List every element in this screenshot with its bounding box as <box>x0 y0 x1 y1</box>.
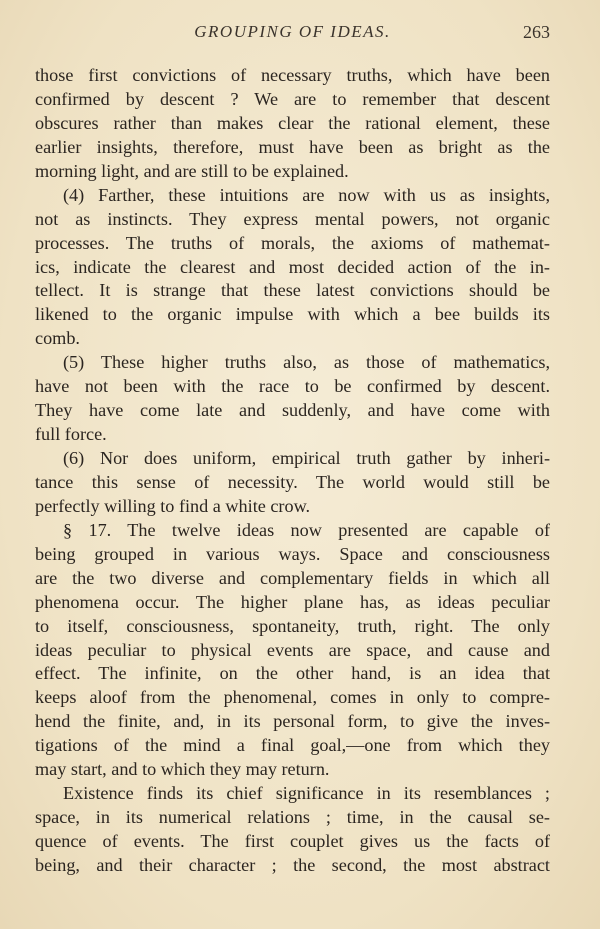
text-line: are the two diverse and complementary fields in which all <box>35 567 550 588</box>
text-line: tance this sense of necessity. The world would still be <box>35 471 550 492</box>
text-line: tigations of the mind a final goal,—one from which they <box>35 735 550 756</box>
text-line: have not been with the race to be confirmed by descent. <box>35 376 550 397</box>
page-header <box>35 22 550 46</box>
text-line: hend the finite, and, in its personal form, to give the inves- <box>35 711 550 732</box>
text-line: ics, indicate the clearest and most decided action of the in- <box>35 256 550 277</box>
text-line: space, in its numerical relations ; time, in the causal se- <box>35 807 550 828</box>
text-line: perfectly willing to find a white crow. <box>35 495 311 516</box>
text-line: earlier insights, therefore, must have been as bright as the <box>35 136 550 157</box>
text-line: morning light, and are still to be explained. <box>35 160 349 181</box>
text-line: They have come late and suddenly, and have come with <box>35 400 550 421</box>
text-line: effect. The infinite, on the other hand, is an idea that <box>35 663 550 684</box>
text-line: Existence finds its chief significance in its resemblances ; <box>63 783 550 804</box>
text-line: tellect. It is strange that these latest convictions should be <box>35 280 550 301</box>
text-line: may start, and to which they may return. <box>35 759 330 780</box>
text-line: being, and their character ; the second, the most abstract <box>35 854 550 875</box>
body-text <box>35 64 550 878</box>
text-line: ideas peculiar to physical events are space, and cause and <box>35 639 550 660</box>
text-line: confirmed by descent ? We are to remember that descent <box>35 88 550 109</box>
text-line: comb. <box>35 328 80 349</box>
text-line: to itself, consciousness, spontaneity, truth, right. The only <box>35 615 550 636</box>
running-head: GROUPING OF IDEAS. <box>194 22 391 41</box>
text-line: (6) Nor does uniform, empirical truth gather by inheri- <box>63 448 550 468</box>
text-line: full force. <box>35 424 107 445</box>
text-line: (5) These higher truths also, as those of mathematics, <box>63 352 550 373</box>
text-line: likened to the organic impulse with which a bee builds its <box>35 304 550 325</box>
text-line: being grouped in various ways. Space and consciousness <box>35 543 550 564</box>
text-line: quence of events. The first couplet gives us the facts of <box>35 831 550 851</box>
text-line: processes. The truths of morals, the axioms of mathemat- <box>35 232 550 253</box>
text-line: § 17. The twelve ideas now presented are capable of <box>63 519 550 540</box>
page-number: 263 <box>523 22 550 42</box>
text-line: those first convictions of necessary truths, which have been <box>35 65 550 85</box>
text-line: obscures rather than makes clear the rational element, these <box>35 112 550 133</box>
text-line: not as instincts. They express mental powers, not organic <box>35 208 550 229</box>
text-line: phenomena occur. The higher plane has, as ideas peculiar <box>35 591 550 612</box>
text-line: keeps aloof from the phenomenal, comes in only to compre- <box>35 687 550 708</box>
text-line: (4) Farther, these intuitions are now with us as insights, <box>63 184 550 205</box>
